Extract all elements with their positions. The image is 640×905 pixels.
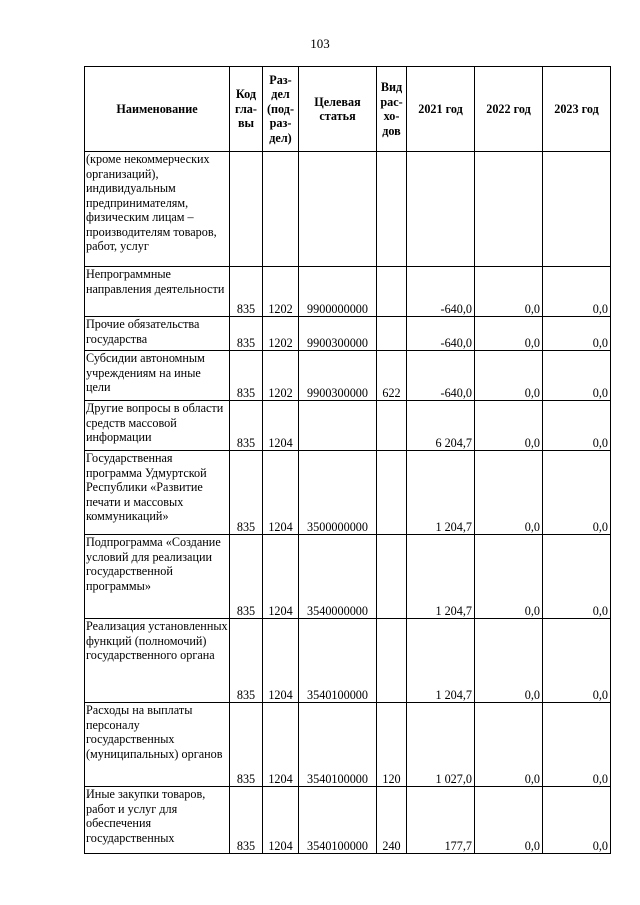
cell-2021: 1 204,7 <box>407 619 475 703</box>
cell-name: Расходы на выплаты персоналу государственных (муниципальных) органов <box>85 703 230 787</box>
cell-2021 <box>407 152 475 267</box>
cell-section: 1202 <box>263 351 299 401</box>
cell-name: Субсидии автономным учреждениям на иные цели <box>85 351 230 401</box>
cell-section: 1202 <box>263 317 299 351</box>
cell-2023: 0,0 <box>543 535 611 619</box>
cell-ministry-code: 835 <box>230 703 263 787</box>
table-row <box>85 267 611 317</box>
cell-2021: 1 204,7 <box>407 535 475 619</box>
cell-ministry-code: 835 <box>230 535 263 619</box>
cell-target-article: 9900300000 <box>299 317 377 351</box>
cell-expense-type: 240 <box>377 787 407 854</box>
cell-section: 1204 <box>263 703 299 787</box>
cell-ministry-code: 835 <box>230 401 263 451</box>
header-2023: 2023 год <box>543 67 611 152</box>
cell-target-article: 9900300000 <box>299 351 377 401</box>
cell-2022: 0,0 <box>475 267 543 317</box>
cell-name: Реализация установленных функций (полномочий) государственного органа <box>85 619 230 703</box>
cell-2023: 0,0 <box>543 317 611 351</box>
header-expense-type: Вид рас- хо- дов <box>377 67 407 152</box>
cell-name: Государственная программа Удмуртской Республики «Развитие печати и массовых коммуникаций» <box>85 451 230 535</box>
cell-section: 1204 <box>263 401 299 451</box>
cell-expense-type: 120 <box>377 703 407 787</box>
cell-ministry-code <box>230 152 263 267</box>
header-target-article: Целевая статья <box>299 67 377 152</box>
cell-section: 1202 <box>263 267 299 317</box>
cell-target-article: 3540100000 <box>299 619 377 703</box>
cell-2023 <box>543 152 611 267</box>
cell-2022: 0,0 <box>475 535 543 619</box>
cell-ministry-code: 835 <box>230 619 263 703</box>
cell-target-article <box>299 401 377 451</box>
cell-2022: 0,0 <box>475 451 543 535</box>
header-ministry-code: Код гла- вы <box>230 67 263 152</box>
cell-2021: -640,0 <box>407 317 475 351</box>
cell-2021: 1 204,7 <box>407 451 475 535</box>
cell-expense-type <box>377 317 407 351</box>
cell-section: 1204 <box>263 535 299 619</box>
table-row <box>85 451 611 535</box>
cell-target-article: 3540100000 <box>299 703 377 787</box>
table-row <box>85 401 611 451</box>
cell-ministry-code: 835 <box>230 787 263 854</box>
cell-ministry-code: 835 <box>230 351 263 401</box>
cell-2021: -640,0 <box>407 267 475 317</box>
cell-section <box>263 152 299 267</box>
cell-name: Другие вопросы в области средств массовой информации <box>85 401 230 451</box>
cell-2021: -640,0 <box>407 351 475 401</box>
cell-expense-type <box>377 619 407 703</box>
cell-section: 1204 <box>263 619 299 703</box>
table-row <box>85 152 611 267</box>
cell-target-article: 3540100000 <box>299 787 377 854</box>
cell-section: 1204 <box>263 787 299 854</box>
table-row <box>85 703 611 787</box>
cell-2023: 0,0 <box>543 787 611 854</box>
cell-section: 1204 <box>263 451 299 535</box>
cell-expense-type <box>377 401 407 451</box>
cell-target-article <box>299 152 377 267</box>
cell-2022: 0,0 <box>475 317 543 351</box>
cell-2021: 6 204,7 <box>407 401 475 451</box>
cell-ministry-code: 835 <box>230 317 263 351</box>
cell-ministry-code: 835 <box>230 451 263 535</box>
cell-2022 <box>475 152 543 267</box>
table-header-row <box>85 67 611 152</box>
budget-table <box>84 66 611 854</box>
cell-name: (кроме некоммерческих организаций), индивидуальным предпринимателям, физическим лицам – производителям товаров, работ, услуг <box>85 152 230 267</box>
cell-target-article: 9900000000 <box>299 267 377 317</box>
page-number: 103 <box>310 36 330 51</box>
cell-ministry-code: 835 <box>230 267 263 317</box>
cell-2022: 0,0 <box>475 351 543 401</box>
cell-2023: 0,0 <box>543 619 611 703</box>
cell-expense-type: 622 <box>377 351 407 401</box>
cell-2022: 0,0 <box>475 787 543 854</box>
cell-2021: 177,7 <box>407 787 475 854</box>
header-section: Раз- дел (под- раз- дел) <box>263 67 299 152</box>
cell-expense-type <box>377 535 407 619</box>
cell-name: Прочие обязательства государства <box>85 317 230 351</box>
cell-2022: 0,0 <box>475 401 543 451</box>
cell-2022: 0,0 <box>475 619 543 703</box>
table-row <box>85 535 611 619</box>
table-row <box>85 619 611 703</box>
header-name: Наименование <box>85 67 230 152</box>
table-row <box>85 317 611 351</box>
cell-2023: 0,0 <box>543 451 611 535</box>
cell-target-article: 3500000000 <box>299 451 377 535</box>
cell-expense-type <box>377 152 407 267</box>
cell-2023: 0,0 <box>543 267 611 317</box>
cell-name: Непрограммные направления деятельности <box>85 267 230 317</box>
cell-expense-type <box>377 451 407 535</box>
cell-name: Иные закупки товаров, работ и услуг для обеспечения государственных <box>85 787 230 854</box>
cell-expense-type <box>377 267 407 317</box>
cell-name: Подпрограмма «Создание условий для реализации государственной программы» <box>85 535 230 619</box>
cell-2023: 0,0 <box>543 351 611 401</box>
cell-2022: 0,0 <box>475 703 543 787</box>
header-2021: 2021 год <box>407 67 475 152</box>
cell-target-article: 3540000000 <box>299 535 377 619</box>
cell-2023: 0,0 <box>543 401 611 451</box>
header-2022: 2022 год <box>475 67 543 152</box>
table-row <box>85 787 611 854</box>
cell-2023: 0,0 <box>543 703 611 787</box>
table-row <box>85 351 611 401</box>
cell-2021: 1 027,0 <box>407 703 475 787</box>
